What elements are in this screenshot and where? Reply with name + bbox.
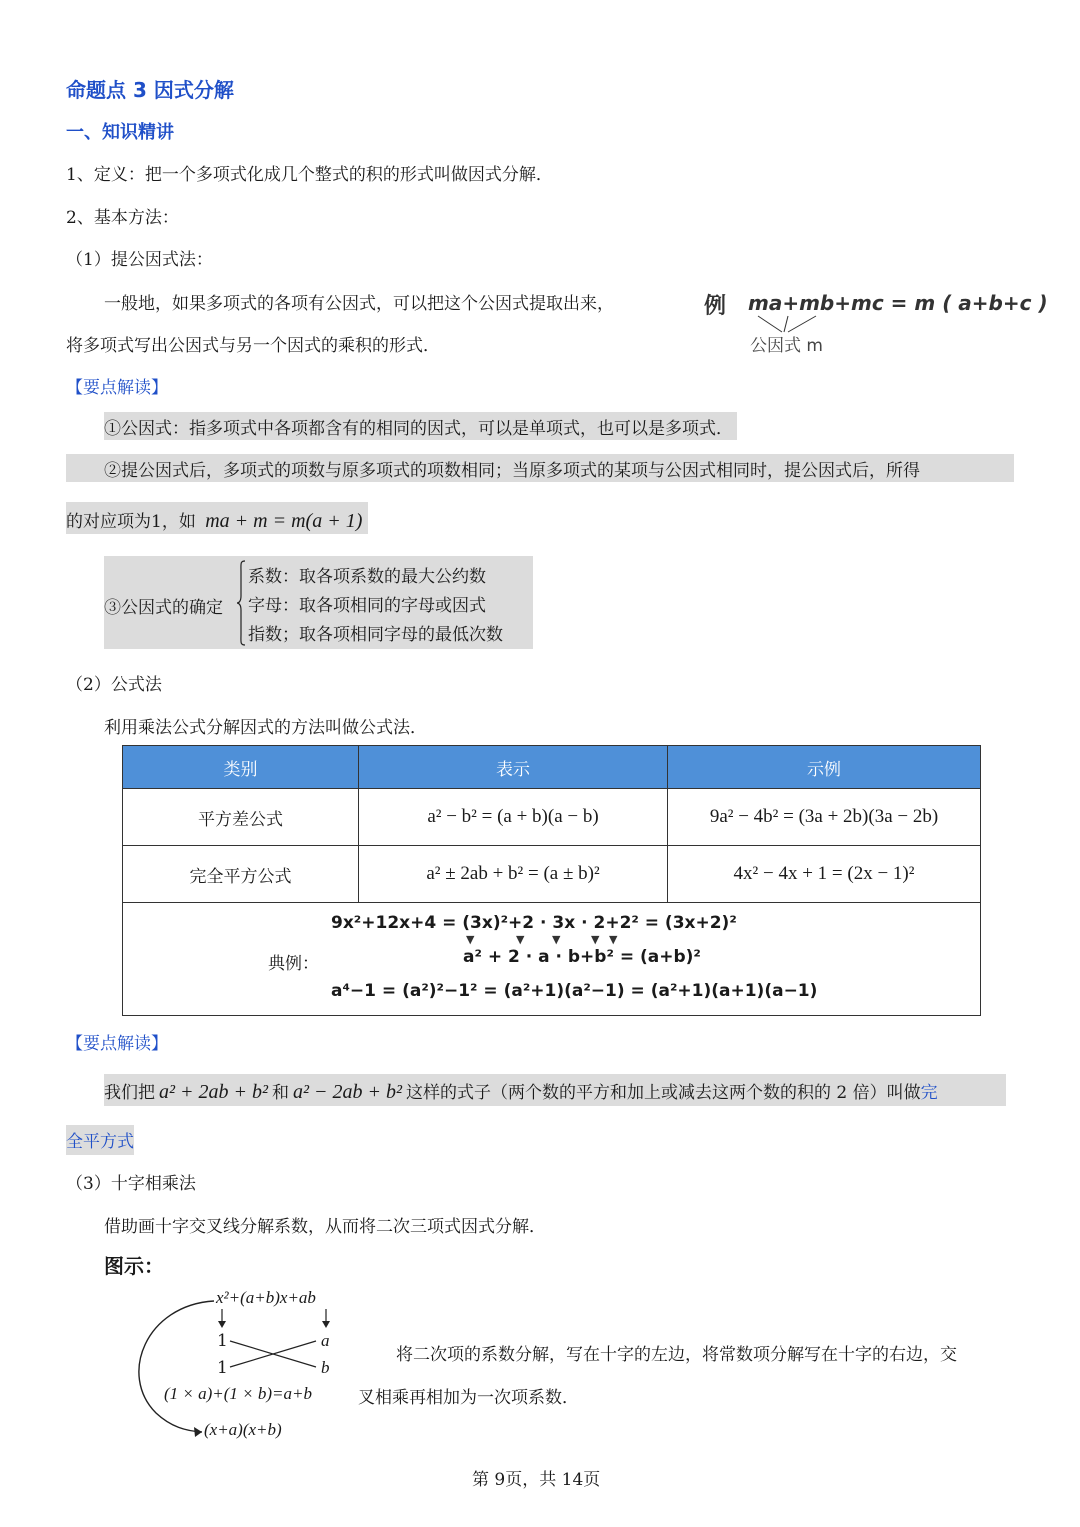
perfect-square-text-c: 这样的式子（两个数的平方和加上或减去这两个数的积的 2 倍）叫做 [405,1083,921,1103]
row-formula: a² − b² = (a + b)(a − b) [359,789,668,846]
row-example: 9a² − 4b² = (3a + 2b)(3a − 2b) [668,789,981,846]
table-header-expression: 表示 [359,746,668,789]
example-caption: 公因式 m [750,336,823,356]
table-header-example: 示例 [668,746,981,789]
perfect-square-formula-a: a² + 2ab + b² [159,1081,268,1103]
method1-text-line1: 一般地，如果多项式的各项有公因式，可以把这个公因式提取出来， [104,294,614,314]
formula-table [122,745,981,1016]
typical-example-line1: 9x²+12x+4 = (3x)²+2 · 3x · 2+2² = (3x+2)² [331,913,737,933]
table-header-category: 类别 [123,746,359,789]
key-point-perfect-square-line1 [104,1074,1006,1106]
table-header-row [123,746,981,789]
method2-title: （2）公式法 [66,675,162,695]
common-factor-box [104,556,533,649]
typical-example-label: 典例： [268,954,319,974]
typical-example-block [123,903,980,1015]
table-row [123,846,981,903]
key-points-label-2: 【要点解读】 [66,1034,168,1054]
cross-multiplication-figure [126,1285,348,1445]
key-point-2-line2 [66,502,368,534]
figure-label: 图示： [104,1254,164,1278]
figure-result: (x+a)(x+b) [204,1420,282,1439]
table-row [123,789,981,846]
method1-text-line2: 将多项式写出公因式与另一个因式的乘积的形式． [66,336,440,356]
method2-text: 利用乘法公式分解因式的方法叫做公式法． [104,718,427,738]
method3-text: 借助画十字交叉线分解系数，从而将二次三项式因式分解． [104,1217,546,1237]
method3-desc-line1: 将二次项的系数分解，写在十字的左边，将常数项分解写在十字的右边，交 [396,1345,957,1365]
page-footer: 第 9页，共 14页 [472,1470,601,1490]
example-label: 例 [704,294,727,319]
key-point-1: ①公因式：指多项式中各项都含有的相同的因式，可以是单项式，也可以是多项式． [104,412,737,440]
perfect-square-formula-b: a² − 2ab + b² [292,1081,402,1103]
method3-title: （3）十字相乘法 [66,1174,196,1194]
section-title: 一、知识精讲 [66,122,174,143]
typical-example-line2: a² + 2 · a · b+b² = (a+b)² [463,947,701,967]
perfect-square-text-b: 和 [271,1083,289,1103]
method3-desc-line2: 叉相乘再相加为一次项系数． [358,1388,579,1408]
arrow-down-icon: ▼ [516,933,525,946]
perfect-square-text-a: 我们把 [104,1083,155,1103]
method1-title: （1）提公因式法： [66,250,213,270]
table-row-typical-example [123,903,981,1016]
figure-right-top: a [321,1331,330,1350]
left-brace-icon [236,560,246,646]
figure-sum: (1 × a)+(1 × b)=a+b [164,1384,313,1403]
typical-example-line3: a⁴−1 = (a²)²−1² = (a²+1)(a²−1) = (a²+1)(a+1)(a−1) [331,981,818,1001]
definition-text: 1、定义：把一个多项式化成几个整式的积的形式叫做因式分解． [66,165,553,185]
common-factor-item-2: 字母：取各项相同的字母或因式 [248,596,486,616]
typical-example-cell [123,903,981,1016]
perfect-square-link-part2[interactable]: 全平方式 [66,1125,134,1155]
arrow-down-icon: ▼ [591,933,600,946]
key-points-label-1: 【要点解读】 [66,378,168,398]
row-formula: a² ± 2ab + b² = (a ± b)² [359,846,668,903]
row-name: 完全平方公式 [123,846,359,903]
perfect-square-link-part1[interactable]: 完 [920,1083,938,1103]
methods-title: 2、基本方法： [66,208,179,228]
figure-left-bottom: 1 [217,1358,228,1378]
figure-top-expression: x²+(a+b)x+ab [216,1288,316,1307]
arrow-down-icon: ▼ [552,933,561,946]
page-title: 命题点 3 因式分解 [66,78,234,102]
figure-right-bottom: b [321,1358,330,1377]
arrow-down-icon: ▼ [609,933,618,946]
example-formula: ma+mb+mc = m ( a+b+c ) [748,291,1048,315]
row-name: 平方差公式 [123,789,359,846]
figure-left-top: 1 [217,1331,228,1351]
key-point-2-line1: ②提公因式后，多项式的项数与原多项式的项数相同；当原多项式的某项与公因式相同时，提公因式后，所得 [66,454,1014,482]
key-point-2-formula: ma + m = m(a + 1) [205,510,363,532]
key-point-2-text: 的对应项为1，如 [66,512,196,532]
common-factor-label: ③公因式的确定 [104,598,223,618]
arrow-down-icon: ▼ [466,933,475,946]
row-example: 4x² − 4x + 1 = (2x − 1)² [668,846,981,903]
common-factor-item-3: 指数；取各项相同字母的最低次数 [248,625,503,645]
common-factor-item-1: 系数：取各项系数的最大公约数 [248,567,486,587]
